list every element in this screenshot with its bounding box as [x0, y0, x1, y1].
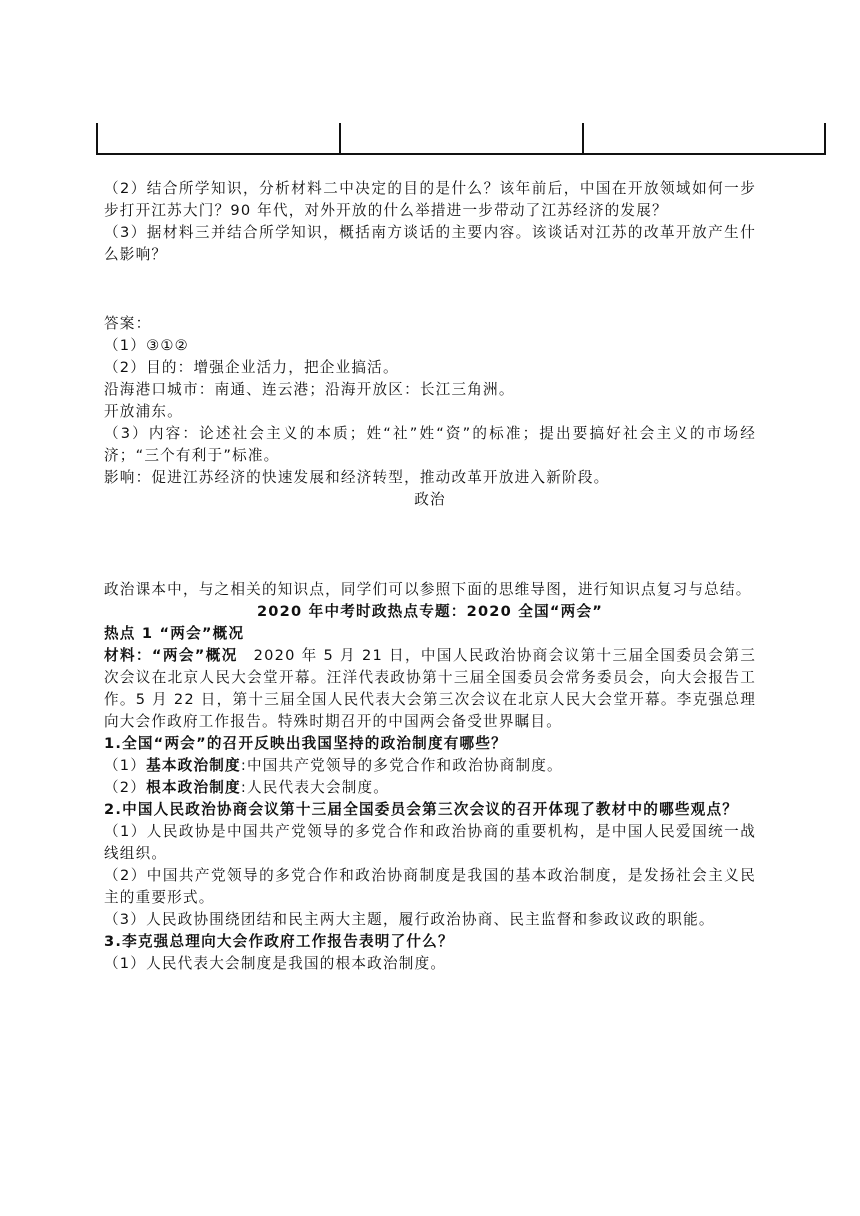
q1-a1-prefix: （1） [104, 757, 147, 774]
section-title: 政治 [414, 491, 446, 508]
politics-q2-answer-3: （3）人民政协围绕团结和民主两大主题，履行政治协商、民主监督和参政议政的职能。 [104, 911, 715, 928]
politics-q1-answer-2 [104, 777, 756, 799]
answer-3: （3）内容：论述社会主义的本质；姓“社”姓“资”的标准；提出要搞好社会主义的市场经济；“三个有利于”标准。 [104, 425, 756, 464]
history-question-2: （2）结合所学知识，分析材料二中决定的目的是什么？该年前后，中国在开放领域如何一步步打开江苏大门？90 年代，对外开放的什么举措进一步带动了江苏经济的发展？ [104, 180, 756, 219]
history-question-3: （3）据材料三并结合所学知识，概括南方谈话的主要内容。该谈话对江苏的改革开放产生什么影响？ [104, 224, 756, 263]
answer-2-line-3: 开放浦东。 [104, 403, 183, 420]
q1-a2-bold: 根本政治制度 [146, 779, 241, 796]
politics-question-3: 3.李克强总理向大会作政府工作报告表明了什么？ [104, 933, 454, 950]
politics-q1-answer-1 [104, 755, 756, 777]
q1-a1-rest: :中国共产党领导的多党合作和政治协商制度。 [240, 757, 563, 774]
material-paragraph [104, 645, 756, 733]
q1-a2-rest: :人民代表大会制度。 [240, 779, 390, 796]
politics-q3-answer-1: （1）人民代表大会制度是我国的根本政治制度。 [104, 955, 447, 972]
politics-q2-answer-1: （1）人民政协是中国共产党领导的多党合作和政治协商的重要机构，是中国人民爱国统一战线组织。 [104, 823, 756, 862]
q1-a2-prefix: （2） [104, 779, 147, 796]
politics-question-2: 2.中国人民政治协商会议第十三届全国委员会第三次会议的召开体现了教材中的哪些观点？ [104, 801, 739, 818]
politics-q2-answer-2: （2）中国共产党领导的多党合作和政治协商制度是我国的基本政治制度，是发扬社会主义民主的重要形式。 [104, 867, 756, 906]
hot-topic-1: 热点 1 “两会”概况 [104, 625, 245, 642]
politics-title: 2020 年中考时政热点专题：2020 全国“两会” [256, 603, 604, 620]
politics-intro: 政治课本中，与之相关的知识点，同学们可以参照下面的思维导图，进行知识点复习与总结。 [104, 581, 752, 598]
material-text: 2020 年 5 月 21 日，中国人民政治协商会议第十三届全国委员会第三次会议在北京人民大会堂开幕。汪洋代表政协第十三届全国委员会常务委员会，向大会报告工作。5 月 22 日，第十三届全国人民代表大会第三次会议在北京人民大会堂开幕。李克强总理向大会作政府工作报告。特殊时期召开的中国两会备受世界瞩目。 [104, 647, 756, 730]
answer-label: 答案： [104, 315, 152, 332]
table-divider [339, 123, 341, 153]
q1-a1-bold: 基本政治制度 [146, 757, 241, 774]
politics-question-1: 1.全国“两会”的召开反映出我国坚持的政治制度有哪些？ [104, 735, 507, 752]
answer-2: （2）目的：增强企业活力，把企业搞活。 [104, 359, 399, 376]
table-divider [582, 123, 584, 153]
answer-2-line-2: 沿海港口城市：南通、连云港；沿海开放区：长江三角洲。 [104, 381, 515, 398]
material-label: 材料：“两会”概况 [104, 647, 238, 664]
answer-1: （1）③①② [104, 337, 189, 354]
table-fragment [96, 123, 826, 155]
answer-3-impact: 影响：促进江苏经济的快速发展和经济转型，推动改革开放进入新阶段。 [104, 469, 610, 486]
document-body [104, 178, 756, 975]
